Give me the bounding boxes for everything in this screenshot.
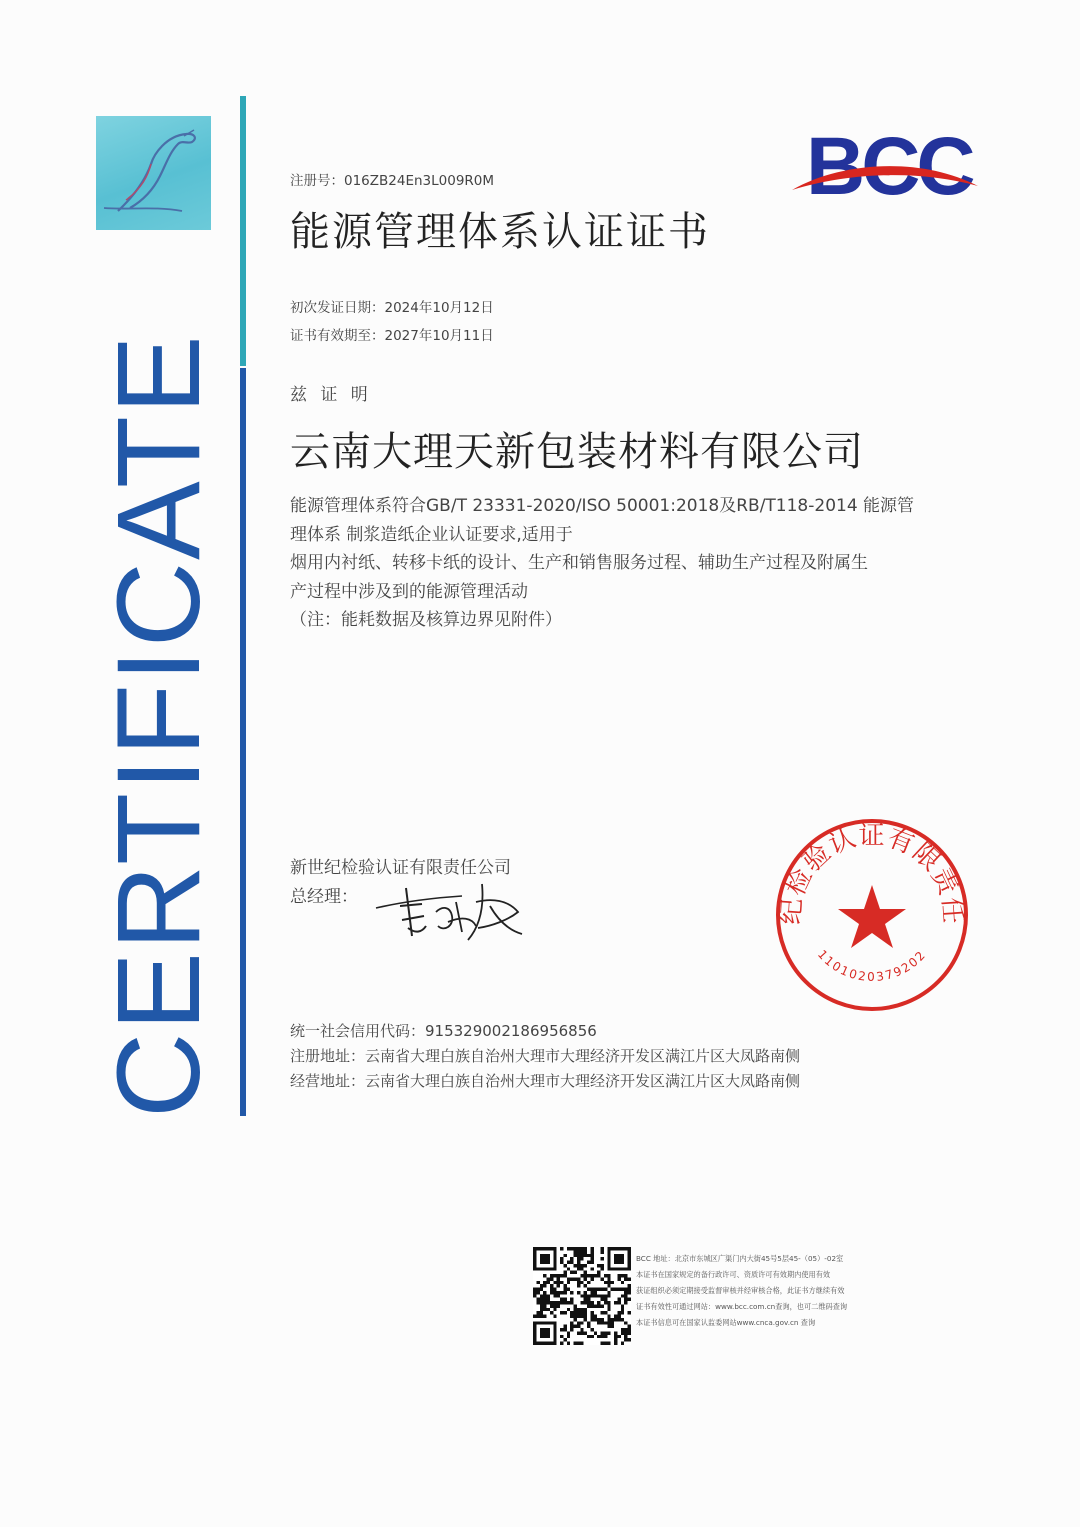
- certification-scope: [290, 492, 950, 635]
- bcc-logo: [790, 120, 980, 210]
- certificate-footnote: [636, 1251, 886, 1331]
- first-issue-date: 初次发证日期：2024年10月12日: [290, 300, 494, 316]
- scope-line: 理体系 制浆造纸企业认证要求,适用于: [290, 524, 573, 545]
- handwritten-signature: [372, 876, 532, 946]
- footnote-line: BCC 地址：北京市东城区广渠门内大街45号5层45-（05）-02室: [636, 1254, 844, 1263]
- vertical-rule-teal: [240, 96, 246, 366]
- footnote-line: 本证书在国家规定的备行政许可、资质许可有效期内使用有效: [636, 1270, 831, 1279]
- footnote-line: 本证书信息可在国家认监委网站www.cnca.gov.cn 查询: [636, 1318, 816, 1327]
- certificate-title: 能源管理体系认证证书: [290, 209, 710, 255]
- footnote-line: 获证组织必须定期接受监督审核并经审核合格，此证书方继续有效: [636, 1286, 845, 1295]
- scope-line: 烟用内衬纸、转移卡纸的设计、生产和销售服务过程、辅助生产过程及附属生: [290, 553, 868, 573]
- bird-logo-icon: [96, 116, 211, 230]
- scope-note: （注：能耗数据及核算边界见附件）: [290, 610, 562, 630]
- verification-qr-code[interactable]: [533, 1247, 631, 1345]
- bcc-logo-text: BCC: [806, 121, 972, 210]
- registration-number: 注册号：016ZB24En3L009R0M: [290, 173, 495, 189]
- certified-company-name: 云南大理天新包装材料有限公司: [290, 429, 864, 475]
- valid-until-date: 证书有效期至：2027年10月11日: [290, 328, 494, 344]
- svg-text:1101020379202: [815, 947, 929, 984]
- business-address: 经营地址：云南省大理白族自治州大理市大理经济开发区满江片区大凤路南侧: [290, 1072, 801, 1090]
- credit-code: 统一社会信用代码：915329002186956856: [290, 1022, 597, 1040]
- general-manager-label: 总经理：: [290, 887, 358, 907]
- registered-address: 注册地址：云南省大理白族自治州大理市大理经济开发区满江片区大凤路南侧: [290, 1047, 801, 1065]
- scope-line: 能源管理体系符合GB/T 23331-2020/ISO 50001:2018及RB/T118-2014 能源管: [290, 496, 915, 516]
- vertical-rule-blue: [240, 368, 246, 1116]
- hereby-certify: 兹 证 明: [290, 385, 372, 405]
- seal-text: 纪检验认证有限责任: [776, 821, 968, 926]
- scope-line: 产过程中涉及到的能源管理活动: [290, 581, 528, 602]
- seal-number: 1101020379202: [814, 947, 930, 984]
- issuer-name: 新世纪检验认证有限责任公司: [290, 858, 511, 878]
- vertical-certificate-label: CERTIFICATE: [93, 333, 225, 1118]
- footnote-line: 证书有效性可通过网站：www.bcc.com.cn查询，也可二维码查询: [636, 1302, 848, 1311]
- company-seal: [772, 815, 972, 1015]
